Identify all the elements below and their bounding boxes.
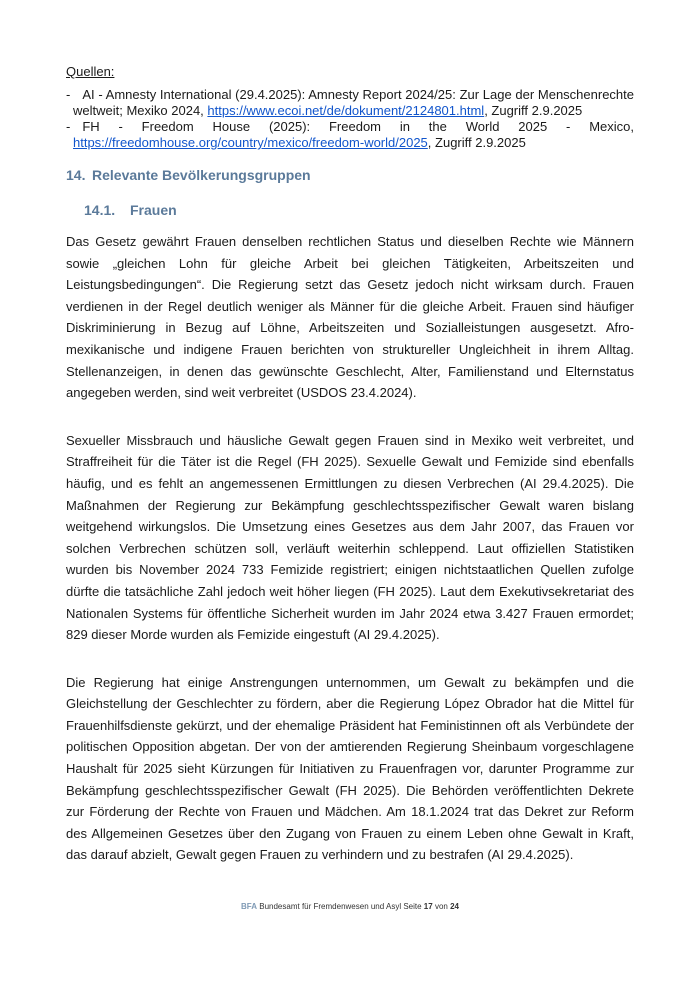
source-item: [66, 119, 634, 151]
section-number: 14.: [66, 167, 86, 183]
footer-page-number: 17: [423, 902, 433, 911]
source-item: [66, 87, 634, 119]
section-heading: [66, 167, 634, 184]
footer-org-text: Bundesamt für Fremdenwesen und Asyl Seite: [259, 902, 422, 911]
bfa-logo: BFA: [241, 902, 258, 911]
subsection-number: 14.1.: [84, 202, 116, 218]
bullet-dash: -: [66, 87, 71, 102]
bullet-dash: -: [66, 119, 71, 134]
source-text-after: , Zugriff 2.9.2025: [484, 103, 583, 118]
section-title: Relevante Bevölkerungsgruppen: [92, 167, 311, 183]
subsection-heading: [84, 202, 634, 219]
page-footer: [0, 902, 700, 912]
source-text: AI - Amnesty International (29.4.2025): Amnesty Report 2024/25: Zur Lage der Menschenrechte weltweit; Mexiko 2024,: [73, 87, 634, 118]
source-link[interactable]: https://freedomhouse.org/country/mexico/freedom-world/2025: [73, 135, 428, 150]
paragraph-government-measures: Die Regierung hat einige Anstrengungen unternommen, um Gewalt zu bekämpfen und die Gleichstellung der Geschlechter zu fördern, aber die Regierung López Obrador hat die Mittel für Frauenhilfsdienste gekürzt, und der ehemalige Präsident hat Feministinnen oft als Verbündete der politischen Opposition abgetan. Der von der amtierenden Regierung Sheinbaum vorgeschlagene Haushalt für 2025 sieht Kürzungen für Initiativen zu Frauenfragen vor, darunter Programme zur Bekämpfung geschlechtsspezifischer Gewalt (FH 2025). Die Behörden veröffentlichten Dekrete zur Förderung der Rechte von Frauen und Mädchen. Am 18.1.2024 trat das Dekret zur Reform des Allgemeinen Gesetzes über den Zugang von Frauen zu einem Leben ohne Gewalt in Kraft, das darauf abzielt, Gewalt gegen Frauen zu verhindern und zu bestrafen (AI 29.4.2025).: [66, 674, 634, 863]
sources-heading-label: Quellen:: [66, 64, 115, 79]
source-link[interactable]: https://www.ecoi.net/de/dokument/2124801.html: [207, 103, 485, 118]
paragraph-violence-statistics: Sexueller Missbrauch und häusliche Gewalt gegen Frauen sind in Mexiko weit verbreitet, und Straffreiheit für die Täter ist die Regel (FH 2025). Sexuelle Gewalt und Femizide sind ebenfalls häufig, und es fehlt an angemessenen Ermittlungen zu diesen Verbrechen (AI 29.4.2025). Die Maßnahmen der Regierung zur Bekämpfung geschlechtsspezifischer Gewalt waren bislang weitgehend wirkungslos. Die Umsetzung eines Gesetzes aus dem Jahr 2007, das Frauen vor solchen Verbrechen schützen soll, verläuft weiterhin schleppend. Laut offiziellen Statistiken wurden bis November 2024 733 Femizide registriert; einigen nichtstaatlichen Quellen zufolge dürfte die tatsächliche Zahl jedoch weit höher liegen (FH 2025). Laut dem Exekutivsekretariat des Nationalen Systems für öffentliche Sicherheit wurden im Jahr 2024 etwa 3.427 Frauen ermordet; 829 dieser Morde wurden als Femizide eingestuft (AI 29.4.2025).: [66, 432, 634, 643]
footer-total-pages: 24: [450, 902, 459, 911]
source-text-after: , Zugriff 2.9.2025: [427, 135, 526, 150]
subsection-title: Frauen: [130, 202, 177, 218]
footer-of-label: von: [434, 902, 448, 911]
source-text: FH - Freedom House (2025): Freedom in the World 2025 - Mexico,: [82, 119, 634, 134]
paragraph-legal-status: Das Gesetz gewährt Frauen denselben rechtlichen Status und dieselben Rechte wie Männern sowie „gleichen Lohn für gleiche Arbeit bei gleichen Tätigkeiten, Arbeitszeiten und Leistungsbedingungen“. Die Regierung setzt das Gesetz jedoch nicht wirksam durch. Frauen verdienen in der Regel deutlich weniger als Männer für die gleiche Arbeit. Frauen sind häufiger Diskriminierung in Bezug auf Löhne, Arbeitszeiten und Sozialleistungen ausgesetzt. Afro-mexikanische und indigene Frauen berichten von struktureller Ungleichheit in ihrem Alltag. Stellenanzeigen, in denen das gewünschte Geschlecht, Alter, Familienstand und Elternstatus angegeben werden, sind weit verbreitet (USDOS 23.4.2024).: [66, 234, 634, 401]
